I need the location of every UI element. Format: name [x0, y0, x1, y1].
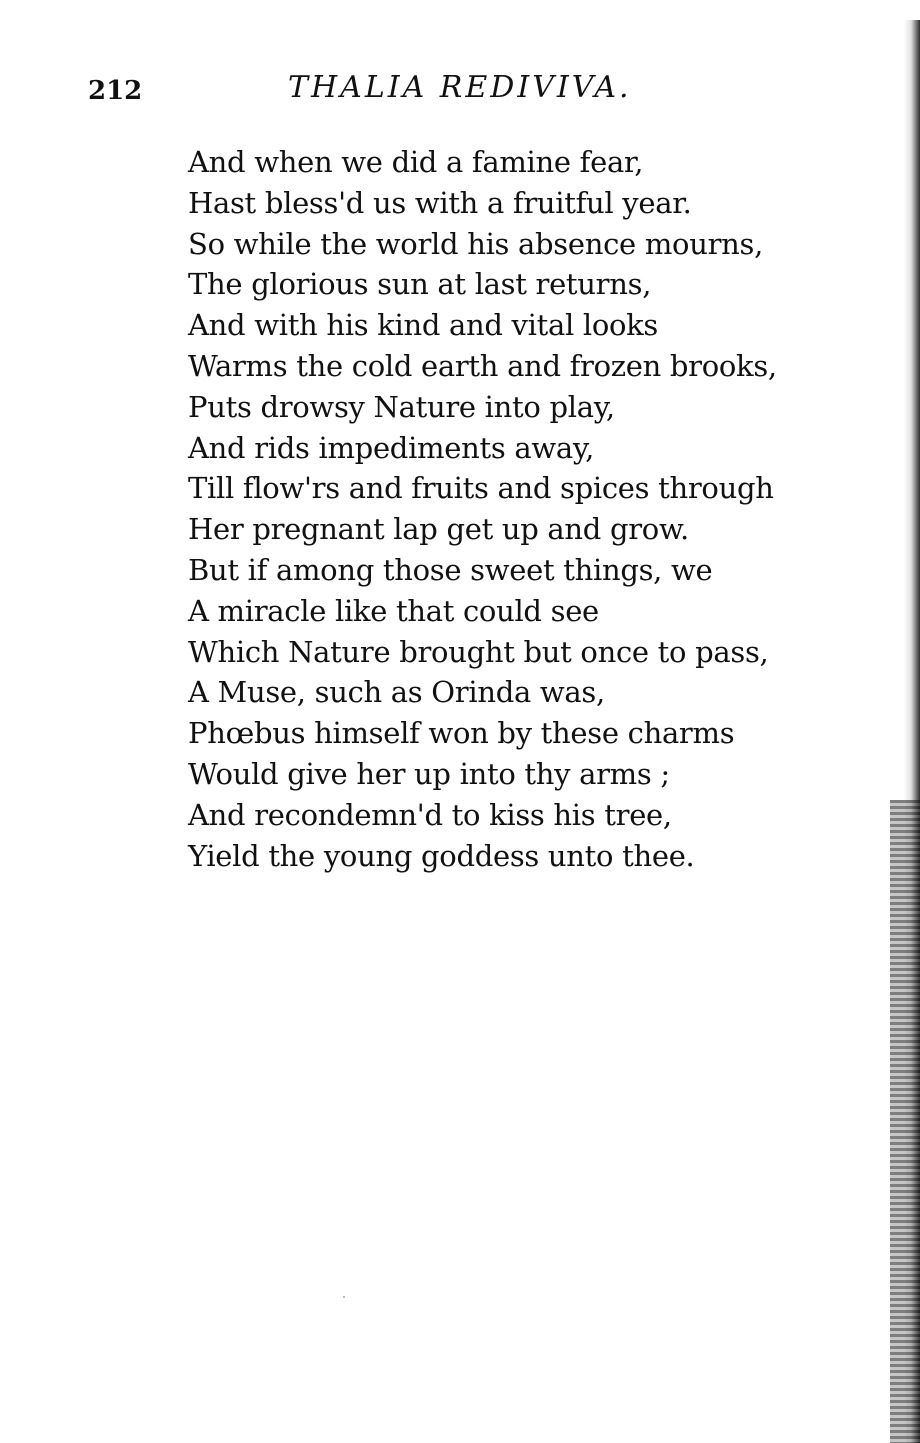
scan-speck: [343, 1296, 345, 1298]
poem-line: Hast bless'd us with a fruitful year.: [188, 185, 692, 220]
poem-line: Her pregnant lap get up and grow.: [188, 512, 689, 547]
poem-line: So while the world his absence mourns,: [188, 226, 764, 261]
page-edge-texture: [890, 800, 920, 1443]
poem-line: But if among those sweet things, we: [188, 552, 713, 587]
running-head: [88, 70, 688, 114]
running-title: THALIA REDIVIVA.: [288, 70, 632, 105]
poem-line: And with his kind and vital looks: [188, 308, 659, 343]
page-number: 212: [88, 76, 143, 106]
poem-line: A Muse, such as Orinda was,: [188, 675, 605, 710]
poem-text: [188, 142, 828, 876]
poem-line: And recondemn'd to kiss his tree,: [188, 797, 672, 832]
poem-line: Phœbus himself won by these charms: [188, 716, 735, 751]
poem-line: And when we did a famine fear,: [188, 145, 644, 179]
poem-line: Would give her up into thy arms ;: [188, 756, 670, 791]
poem-line: Yield the young goddess unto thee.: [188, 838, 695, 873]
poem-line: A miracle like that could see: [188, 593, 599, 628]
poem-line: The glorious sun at last returns,: [188, 267, 652, 302]
poem-line: Till flow'rs and fruits and spices through: [188, 471, 774, 506]
poem-line: Puts drowsy Nature into play,: [188, 389, 615, 424]
poem-line: Warms the cold earth and frozen brooks,: [188, 348, 777, 383]
poem-line: And rids impediments away,: [188, 430, 594, 465]
poem-line: Which Nature brought but once to pass,: [188, 634, 769, 669]
